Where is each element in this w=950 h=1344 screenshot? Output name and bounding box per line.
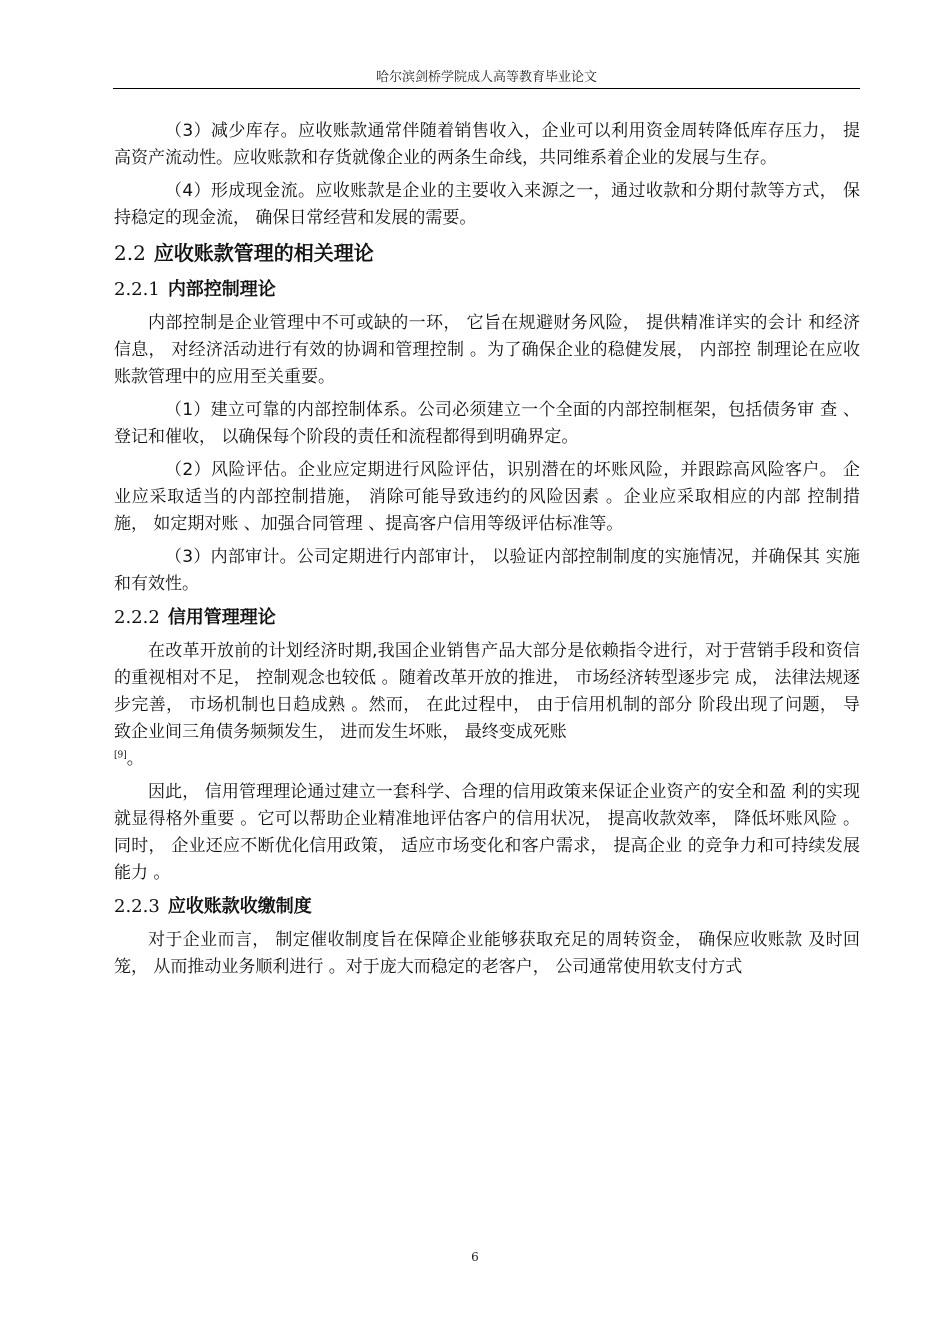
section-heading-2-2-2 <box>114 604 860 632</box>
paragraph-end-mark: 。 <box>126 749 144 769</box>
header-rule <box>113 88 860 89</box>
paragraph-item-control-system: （1）建立可靠的内部控制体系。公司必须建立一个全面的内部控制框架，包括债务审 查 、登记和催收， 以确保每个阶段的责任和流程都得到明确界定。 <box>114 400 860 447</box>
page-body <box>114 118 860 987</box>
section-heading-2-2-1 <box>114 276 860 304</box>
section-heading-2-2-3 <box>114 893 860 921</box>
section-title: 信用管理理论 <box>167 607 276 628</box>
section-number: 2.2.1 <box>114 279 160 300</box>
running-header: 哈尔滨剑桥学院成人高等教育毕业论文 <box>375 70 597 85</box>
paragraph-collection-system: 对于企业而言， 制定催收制度旨在保障企业能够获取充足的周转资金， 确保应收账款 及时回笼， 从而推动业务顺利进行 。对于庞大而稳定的老客户， 公司通常使用软支付方式 <box>114 930 860 977</box>
paragraph-item-internal-audit: （3）内部审计。公司定期进行内部审计， 以验证内部控制制度的实施情况，并确保其 实施和有效性。 <box>114 547 860 594</box>
paragraph-item-cash-flow: （4）形成现金流。应收账款是企业的主要收入来源之一，通过收款和分期付款等方式， 保持稳定的现金流， 确保日常经营和发展的需要。 <box>114 181 860 228</box>
section-number: 2.2 <box>114 241 146 265</box>
section-heading-2-2 <box>114 238 860 268</box>
paragraph-credit-history <box>114 638 860 773</box>
section-title: 内部控制理论 <box>167 279 276 300</box>
section-title: 应收账款收缴制度 <box>167 896 312 917</box>
paragraph-internal-control-intro: 内部控制是企业管理中不可或缺的一环， 它旨在规避财务风险， 提供精准详实的会计 和经济信息， 对经济活动进行有效的协调和管理控制 。为了确保企业的稳健发展， 内部控 制理论在应收账款管理中的应用至关重要。 <box>114 313 860 387</box>
section-title: 应收账款管理的相关理论 <box>153 241 374 265</box>
paragraph-item-risk-assessment: （2）风险评估。企业应定期进行风险评估，识别潜在的坏账风险，并跟踪高风险客户。 企业应采取适当的内部控制措施， 消除可能导致违约的风险因素 。企业应采取相应的内部 控制措施， 如定期对账 、加强合同管理 、提高客户信用等级评估标准等。 <box>114 460 860 534</box>
paragraph-credit-importance: 因此， 信用管理理论通过建立一套科学、合理的信用政策来保证企业资产的安全和盈 利的实现就显得格外重要 。它可以帮助企业精准地评估客户的信用状况， 提高收款效率， 降低坏账风险 。同时， 企业还应不断优化信用政策， 适应市场变化和客户需求， 提高企业 的竞争力和可持续发展能力 。 <box>114 782 860 883</box>
citation-reference: [9] <box>114 750 127 761</box>
section-number: 2.2.2 <box>114 607 160 628</box>
paragraph-item-reduce-inventory: （3）减少库存。应收账款通常伴随着销售收入，企业可以利用资金周转降低库存压力， 提高资产流动性。应收账款和存货就像企业的两条生命线，共同维系着企业的发展与生存。 <box>114 121 860 168</box>
section-number: 2.2.3 <box>114 896 160 917</box>
paragraph-text: 在改革开放前的计划经济时期,我国企业销售产品大部分是依赖指令进行，对于营销手段和资信的重视相对不足， 控制观念也较低 。随着改革开放的推进， 市场经济转型逐步完 成， 法律法规逐步完善， 市场机制也日趋成熟 。然而， 在此过程中， 由于信用机制的部分 阶段出现了问题， 导致企业间三角债务频频发生， 进而发生坏账， 最终变成死账 <box>114 641 860 742</box>
page-number: 6 <box>471 1250 479 1264</box>
